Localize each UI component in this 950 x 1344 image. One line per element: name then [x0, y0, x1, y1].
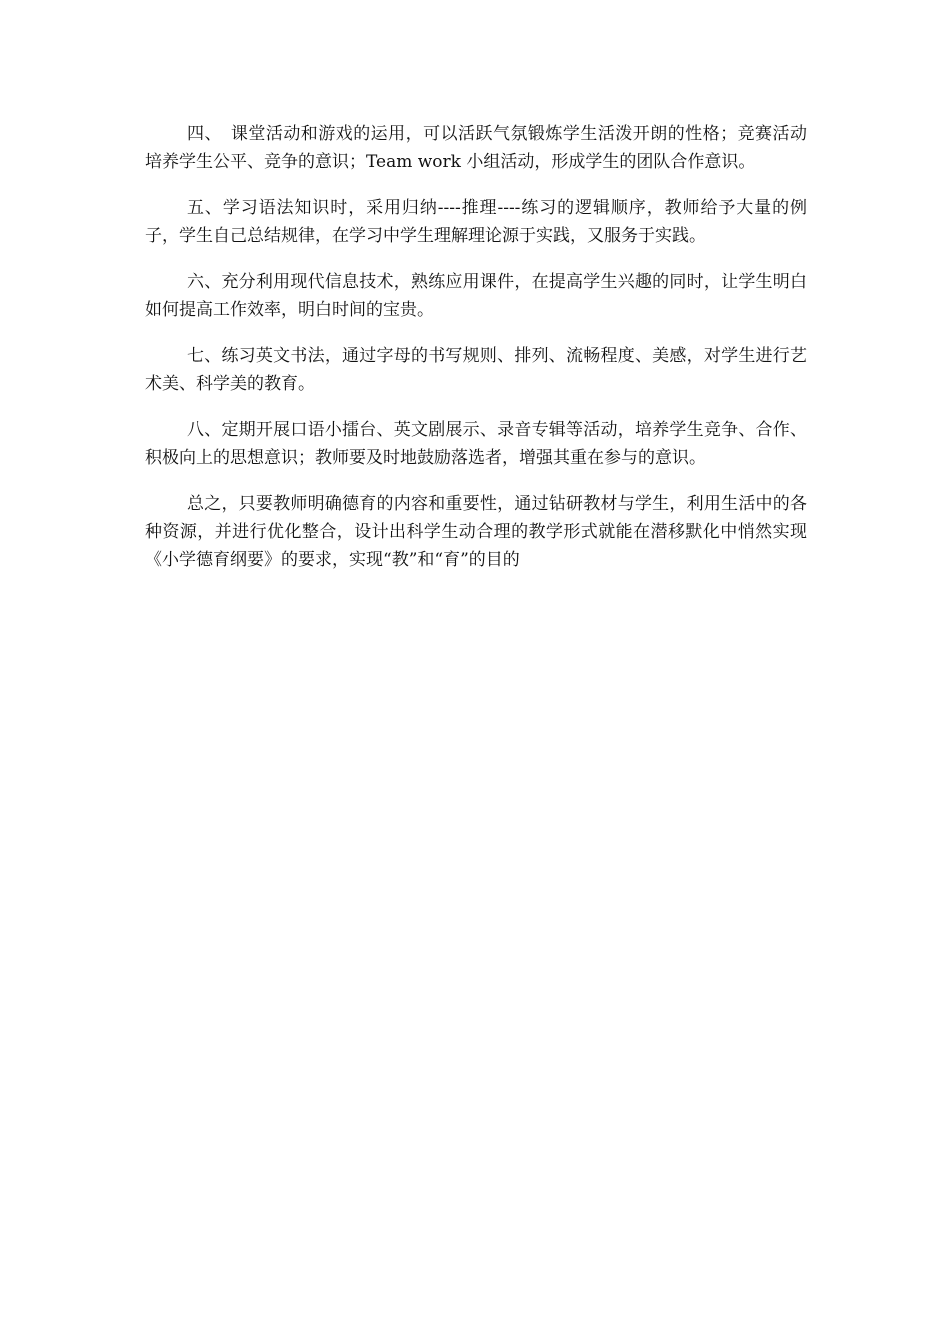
paragraph-conclusion: 总之，只要教师明确德育的内容和重要性，通过钻研教材与学生，利用生活中的各种资源，并进行优化整合，设计出科学生动合理的教学形式就能在潜移默化中悄然实现《小学德育纲要》的要求，实现“教”和“育”的目的	[145, 494, 807, 570]
paragraph-six: 六、充分利用现代信息技术，熟练应用课件，在提高学生兴趣的同时，让学生明白如何提高工作效率，明白时间的宝贵。	[145, 272, 807, 320]
paragraph-four: 四、 课堂活动和游戏的运用，可以活跃气氛锻炼学生活泼开朗的性格；竞赛活动培养学生公平、竞争的意识；Team work 小组活动，形成学生的团队合作意识。	[145, 124, 807, 172]
paragraph-five: 五、学习语法知识时，采用归纳----推理----练习的逻辑顺序，教师给予大量的例子，学生自己总结规律，在学习中学生理解理论源于实践，又服务于实践。	[145, 198, 807, 246]
paragraph-seven: 七、练习英文书法，通过字母的书写规则、排列、流畅程度、美感，对学生进行艺术美、科学美的教育。	[145, 346, 807, 394]
document-body	[145, 120, 807, 592]
paragraph-eight: 八、定期开展口语小擂台、英文剧展示、录音专辑等活动，培养学生竞争、合作、积极向上的思想意识；教师要及时地鼓励落选者，增强其重在参与的意识。	[145, 420, 807, 468]
